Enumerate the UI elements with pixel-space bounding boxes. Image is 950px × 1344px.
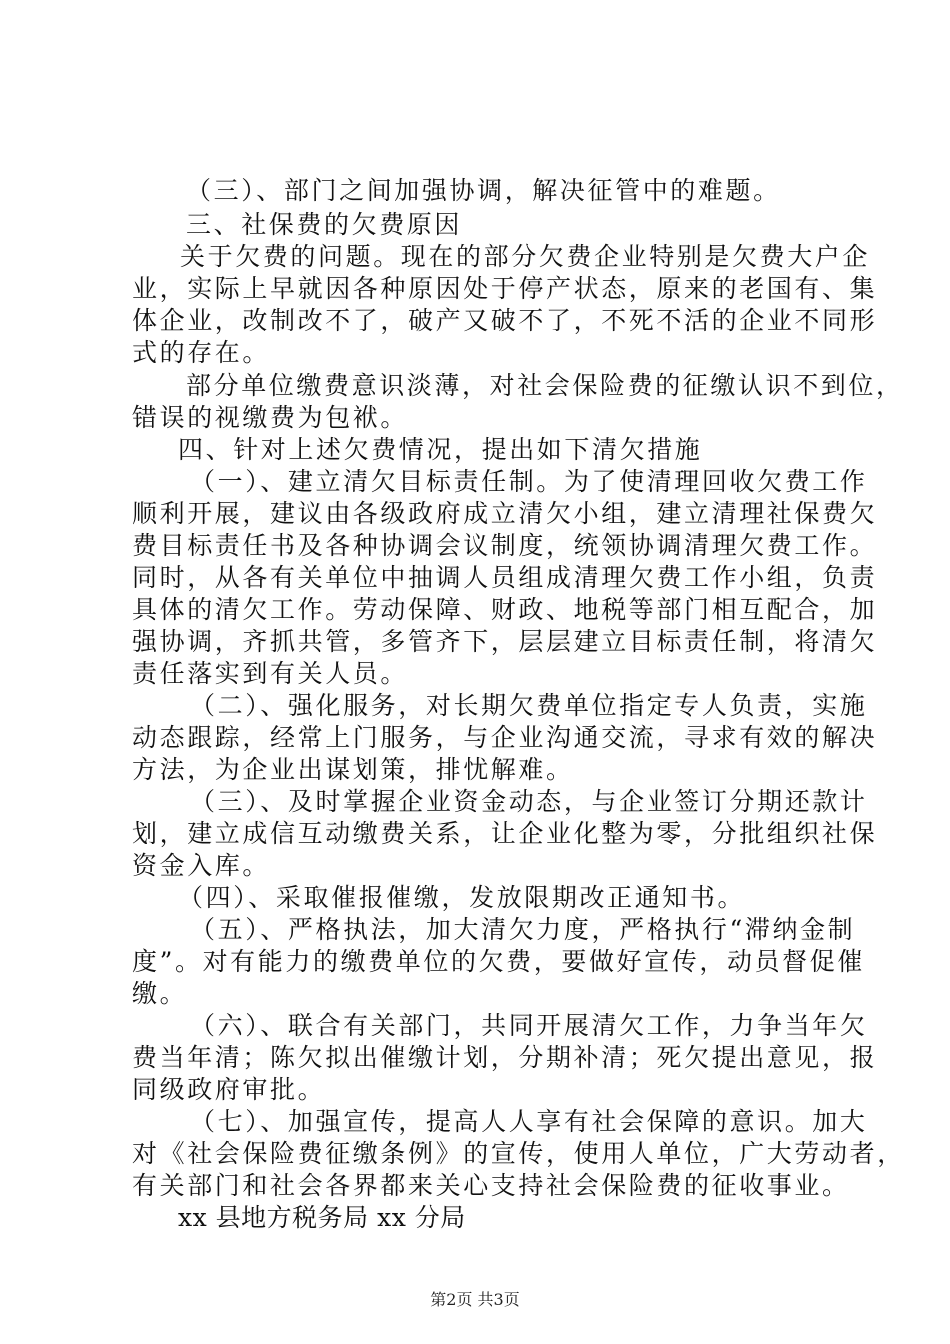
paragraph-line: 有关部门和社会各界都来关心支持社会保险费的征收事业。 <box>132 1171 850 1200</box>
paragraph-line: （四）、采取催报催缴，发放限期改正通知书。 <box>178 883 746 912</box>
paragraph-line: 动态跟踪，经常上门服务，与企业沟通交流，寻求有效的解决 <box>132 723 878 752</box>
paragraph-line: 业，实际上早就因各种原因处于停产状态，原来的老国有、集 <box>132 274 878 303</box>
paragraph-line: （六）、联合有关部门，共同开展清欠工作，力争当年欠 <box>190 1011 868 1040</box>
section-heading: 四、针对上述欠费情况，提出如下清欠措施 <box>178 435 703 464</box>
paragraph-line: 划，建立成信互动缴费关系，让企业化整为零，分批组织社保 <box>132 819 878 848</box>
paragraph-line: （七）、加强宣传，提高人人享有社会保障的意识。加大 <box>190 1107 868 1136</box>
paragraph-line: （三）、及时掌握企业资金动态，与企业签订分期还款计 <box>190 787 868 816</box>
paragraph-line: 体企业，改制改不了，破产又破不了，不死不活的企业不同形 <box>132 306 878 335</box>
paragraph-line: 资金入库。 <box>132 851 271 880</box>
paragraph-line: 费目标责任书及各种协调会议制度，统领协调清理欠费工作。 <box>132 531 878 560</box>
signature-line: xx 县地方税务局 xx 分局 <box>178 1203 466 1232</box>
paragraph-line: 同级政府审批。 <box>132 1075 326 1104</box>
paragraph-line: 式的存在。 <box>132 338 271 367</box>
paragraph-line: （三）、部门之间加强协调，解决征管中的难题。 <box>186 176 781 205</box>
section-heading: 三、社保费的欠费原因 <box>186 210 463 239</box>
paragraph-line: 方法，为企业出谋划策，排忧解难。 <box>132 755 574 784</box>
paragraph-line: 缴。 <box>132 979 188 1008</box>
paragraph-line: 费当年清；陈欠拟出催缴计划，分期补清；死欠提出意见，报 <box>132 1043 878 1072</box>
paragraph-line: 关于欠费的问题。现在的部分欠费企业特别是欠费大户企 <box>180 242 871 271</box>
paragraph-line: 责任落实到有关人员。 <box>132 659 409 688</box>
page-footer: 第2页 共3页 <box>430 1290 520 1309</box>
paragraph-line: 同时，从各有关单位中抽调人员组成清理欠费工作小组，负责 <box>132 563 878 592</box>
paragraph-line: 顺利开展，建议由各级政府成立清欠小组，建立清理社保费欠 <box>132 499 878 528</box>
paragraph-line: 具体的清欠工作。劳动保障、财政、地税等部门相互配合，加 <box>132 595 878 624</box>
paragraph-line: 度”。对有能力的缴费单位的欠费，要做好宣传，动员督促催 <box>132 947 865 976</box>
paragraph-line: （五）、严格执法，加大清欠力度，严格执行“滞纳金制 <box>190 915 856 944</box>
paragraph-line: （一）、建立清欠目标责任制。为了使清理回收欠费工作 <box>190 467 868 496</box>
paragraph-line: 错误的视缴费为包袱。 <box>132 403 409 432</box>
paragraph-line: 对《社会保险费征缴条例》的宣传，使用人单位，广大劳动者， <box>132 1139 905 1168</box>
paragraph-line: 部分单位缴费意识淡薄，对社会保险费的征缴认识不到位， <box>186 371 904 400</box>
paragraph-line: （二）、强化服务，对长期欠费单位指定专人负责，实施 <box>190 691 868 720</box>
paragraph-line: 强协调，齐抓共管，多管齐下，层层建立目标责任制，将清欠 <box>132 627 878 656</box>
